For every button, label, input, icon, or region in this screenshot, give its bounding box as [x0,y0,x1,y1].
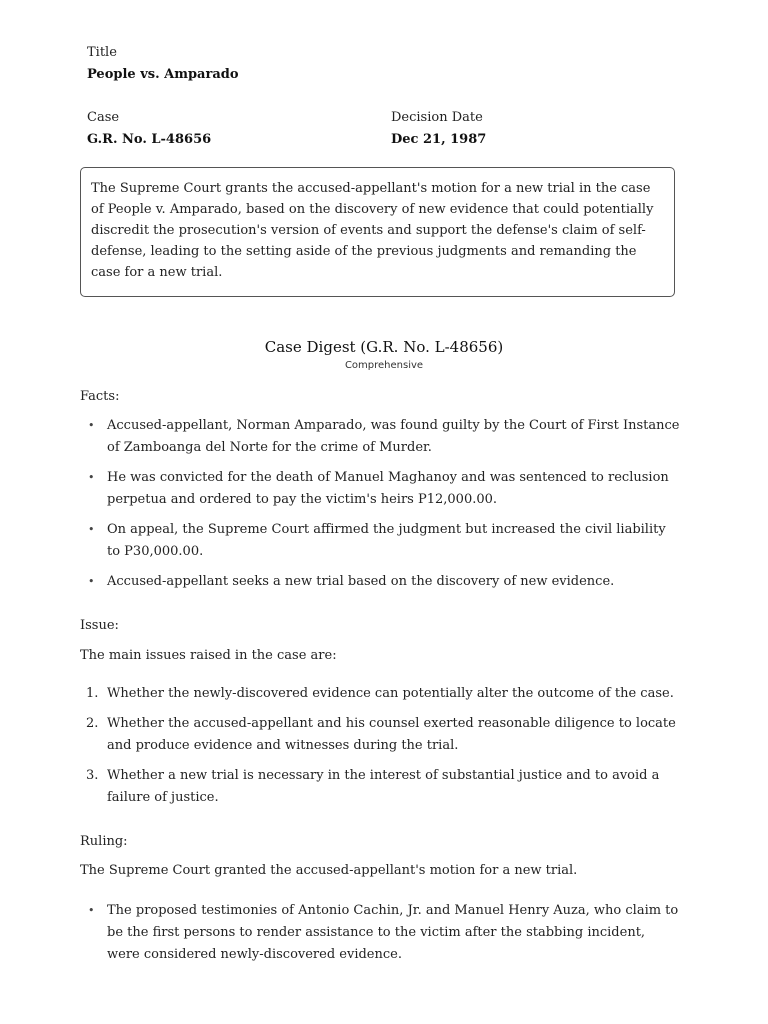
bullet-marker: • [88,419,95,432]
ruling-label: Ruling: [80,834,128,849]
ruling-intro: The Supreme Court granted the accused-appellant's motion for a new trial. [80,863,578,878]
case-value: G.R. No. L-48656 [87,132,212,147]
list-item-text: Accused-appellant, Norman Amparado, was found guilty by the Court of First Instance of Zamboanga del Norte for the crime of Murder. [107,418,680,455]
number-marker: 2. [86,716,99,731]
bullet-marker: • [88,904,95,917]
ruling-list [80,900,680,966]
list-item-text: Whether the newly-discovered evidence can potentially alter the outcome of the case. [107,686,674,701]
decision-date-label: Decision Date [391,110,483,125]
number-marker: 3. [86,768,99,783]
list-item-text: The proposed testimonies of Antonio Cachin, Jr. and Manuel Henry Auza, who claim to be the first persons to render assistance to the victim after the stabbing incident, were considered newly-discovered evidence. [107,903,679,962]
bullet-marker: • [88,471,95,484]
issue-label: Issue: [80,618,119,633]
digest-subheading: Comprehensive [344,360,424,371]
number-marker: 1. [86,686,99,701]
list-item-text: He was convicted for the death of Manuel Maghanoy and was sentenced to reclusion perpetua and ordered to pay the victim's heirs P12,000.00. [107,470,669,507]
list-item-text: Whether the accused-appellant and his counsel exerted reasonable diligence to locate and produce evidence and witnesses during the trial. [107,716,676,753]
list-item [80,713,680,757]
list-item [80,765,680,809]
case-label: Case [87,110,120,125]
list-item-text: Accused-appellant seeks a new trial based on the discovery of new evidence. [107,574,615,589]
issue-list [80,683,680,809]
facts-label: Facts: [80,389,120,404]
title-label: Title [87,45,117,60]
list-item [80,683,680,705]
facts-list [80,415,680,593]
issue-intro: The main issues raised in the case are: [80,648,337,663]
list-item [80,519,680,563]
list-item-text: Whether a new trial is necessary in the interest of substantial justice and to avoid a failure of justice. [107,768,660,805]
list-item [80,571,680,593]
digest-heading: Case Digest (G.R. No. L-48656) [264,338,504,356]
list-item [80,467,680,511]
list-item [80,900,680,966]
summary-box: The Supreme Court grants the accused-appellant's motion for a new trial in the case of People v. Amparado, based on the discovery of new evidence that could potentially discredit the prosecution's version of events and support the defense's claim of self-defense, leading to the setting aside of the previous judgments and remanding the case for a new trial. [80,167,675,297]
bullet-marker: • [88,523,95,536]
title-value: People vs. Amparado [87,67,239,82]
list-item [80,415,680,459]
bullet-marker: • [88,575,95,588]
decision-date-value: Dec 21, 1987 [391,132,487,147]
list-item-text: On appeal, the Supreme Court affirmed the judgment but increased the civil liability to P30,000.00. [107,522,666,559]
